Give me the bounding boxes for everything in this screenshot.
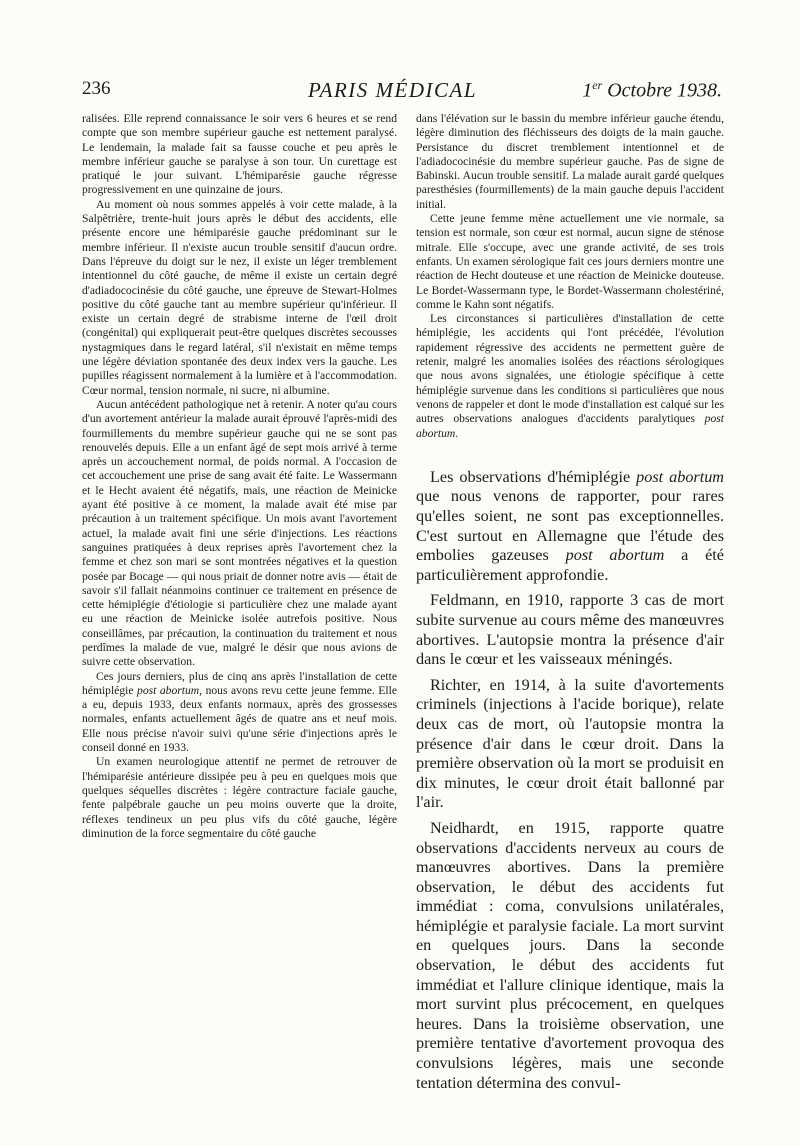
paragraph: Richter, en 1914, à la suite d'avortements criminels (injections à l'acide borique), relate deux cas de mort, où l'autopsie montra la présence d'air dans le cœur droit. Dans la première observation où la mort se produisit en dix minutes, le cœur droit était ballonné par l'air. [416, 675, 724, 812]
paragraph [416, 468, 724, 586]
right-column [416, 112, 724, 1099]
text-run: Ces jours derniers, plus de cinq ans après l'installation de cette hémiplégie [82, 669, 397, 697]
date-month-year: Octobre 1938. [602, 79, 722, 102]
text-run: a été particulièrement approfondie. [416, 546, 724, 584]
running-header [82, 78, 722, 108]
journal-title: PARIS MÉDICAL [308, 78, 478, 102]
issue-date [582, 78, 722, 103]
date-day: 1 [582, 79, 593, 102]
paragraph: Aucun antécédent pathologique net à retenir. A noter qu'au cours d'un avortement antérieur la malade aurait éprouvé l'après-midi des fourmillements du membre supérieur gauche qui ne se sont pas renouvelés depuis. Elle a un enfant âgé de sept mois arrivé à terme après un accouchement normal, de poids normal. A l'occasion de cet accouchement une prise de sang avait été faite. Le Wassermann et le Hecht avaient été négatifs, mais, une réaction de Meinicke ayant été positive à ce moment, la malade avait été mise par précaution à un traitement spécifique. Un mois avant l'avortement actuel, la malade avait fini une série d'injections. Les réactions sanguines pratiquées à deux reprises après l'avortement chez la femme et chez son mari se sont montrées négatives et la question posée par Bocage — qui nous priait de donner notre avis — était de savoir s'il fallait néanmoins continuer ce traitement en présence de cette hémiplégie d'étiologie si particulière chez une malade ayant eu une réaction de Meinicke isolée autrefois positive. Nous conseillâmes, par précaution, la continuation du traitement et nous perdîmes la malade de vue, malgré le désir que nous avions de suivre cette observation. [82, 397, 397, 669]
italic-term: post abortum [416, 412, 724, 440]
text-run: Les observations d'hémiplégie [430, 467, 637, 486]
text-run: , nous avons revu cette jeune femme. Elle a eu, depuis 1933, deux enfants normaux, après des grossesses normales, enfants actuellement âgés de quatre ans et neuf mois. Elle nous précise n'avoir suivi qu'une série d'injections après le conseil donné en 1933. [82, 683, 397, 755]
paragraph [416, 312, 724, 441]
left-column [82, 112, 397, 841]
paragraph: Un examen neurologique attentif ne permet de retrouver de l'hémiparésie antérieure dissipée peu à peu en quelques mois que quelques séquelles discrètes : légère contracture faciale gauche, fente palpébrale gauche un peu moins ouverte que la droite, réflexes tendineux un peu plus vifs du côté gauche, légère diminution de la force segmentaire du côté gauche [82, 755, 397, 840]
main-discussion [416, 468, 724, 1093]
paragraph: dans l'élévation sur le bassin du membre inférieur gauche étendu, légère diminution des fléchisseurs des doigts de la main gauche. Persistance du discret tremblement intentionnel et de l'adiadococinésie du membre supérieur gauche. Pas de signe de Babinski. Aucun trouble sensitif. La malade aurait gardé quelques paresthésies (fourmillements) de la main gauche depuis l'accident initial. [416, 112, 724, 211]
paragraph [82, 670, 397, 756]
text-run: Les circonstances si particulières d'installation de cette hémiplégie, les accidents qui l'ont précédée, l'évolution rapidement régressive des accidents ne permettent guère de retenir, malgré les anomalies isolées des réactions sérologiques que nous avons signalées, une étiologie spécifique à cette hémiplégie survenue dans les conditions si particulières que nous venons de rappeler et dont le mode d'installation est calqué sur les autres observations analogues d'accidents paralytiques [416, 312, 724, 426]
paragraph: Neidhardt, en 1915, rapporte quatre observations d'accidents nerveux au cours de manœuvres abortives. Dans la première observation, le début des accidents fut immédiat : coma, convulsions unilatérales, hémiplégie et paralysie faciale. La mort survint en quelques jours. Dans la seconde observation, le début des accidents fut immédiat et l'allure clinique identique, mais la mort survint plus précocement, en quelques heures. Dans la troisième observation, une première tentative d'avortement provoqua des convulsions légères, mais une seconde tentation détermina des convul- [416, 818, 724, 1092]
page-number: 236 [82, 78, 111, 99]
date-ordinal: er [592, 78, 603, 92]
italic-term: post abortum [636, 467, 724, 486]
italic-term: post abortum [137, 683, 200, 697]
case-report-continuation [416, 112, 724, 441]
paragraph: Feldmann, en 1910, rapporte 3 cas de mort subite survenue au cours même des manœuvres abortives. L'autopsie montra la présence d'air dans le cœur et les vaisseaux méningés. [416, 591, 724, 669]
paragraph: ralisées. Elle reprend connaissance le soir vers 6 heures et se rend compte que son membre supérieur gauche est nettement paralysé. Le lendemain, la malade fait sa fausse couche et peu après le membre inférieur gauche se paralyse à son tour. Un curettage est pratiqué le jour suivant. L'hémiparésie gauche régresse progressivement en une quinzaine de jours. [82, 112, 397, 197]
italic-term: post abortum [565, 546, 665, 565]
text-run: que nous venons de rapporter, pour rares qu'elles soient, ne sont pas exceptionnelles. C'est surtout en Allemagne que l'étude des embolies gazeuses [416, 487, 724, 565]
text-run: . [455, 426, 459, 440]
paragraph: Cette jeune femme mène actuellement une vie normale, sa tension est normale, son cœur est normal, aucun signe de sténose mitrale. Elle s'occupe, avec une grande activité, de ses trois enfants. Un examen sérologique fait ces jours derniers montre une réaction de Hecht douteuse et une réaction de Meinicke douteuse. Le Bordet-Wassermann type, le Bordet-Wassermann cholestériné, comme le Kahn sont négatifs. [416, 212, 724, 311]
paragraph: Au moment où nous sommes appelés à voir cette malade, à la Salpêtrière, trente-huit jours après le début des accidents, elle présente encore une hémiparésie gauche prédominant sur le membre inférieur. Il n'existe aucun trouble sensitif d'aucun ordre. Dans l'épreuve du doigt sur le nez, il existe un léger tremblement intentionnel du côté gauche, de même il existe un certain degré d'adiadococinésie du côté gauche, une épreuve de Stewart-Holmes positive du côté gauche tant au membre supérieur qu'inférieur. Il existe un certain degré de strabisme interne de l'œil droit (congénital) qui expliquerait peut-être quelques discrètes secousses nystagmiques dans le regard latéral, s'il n'existait en même temps une légère déviation spontanée des deux index vers la gauche. Les pupilles réagissent normalement à la lumière et à l'accommodation. Cœur normal, tension normale, ni sucre, ni albumine. [82, 197, 397, 397]
